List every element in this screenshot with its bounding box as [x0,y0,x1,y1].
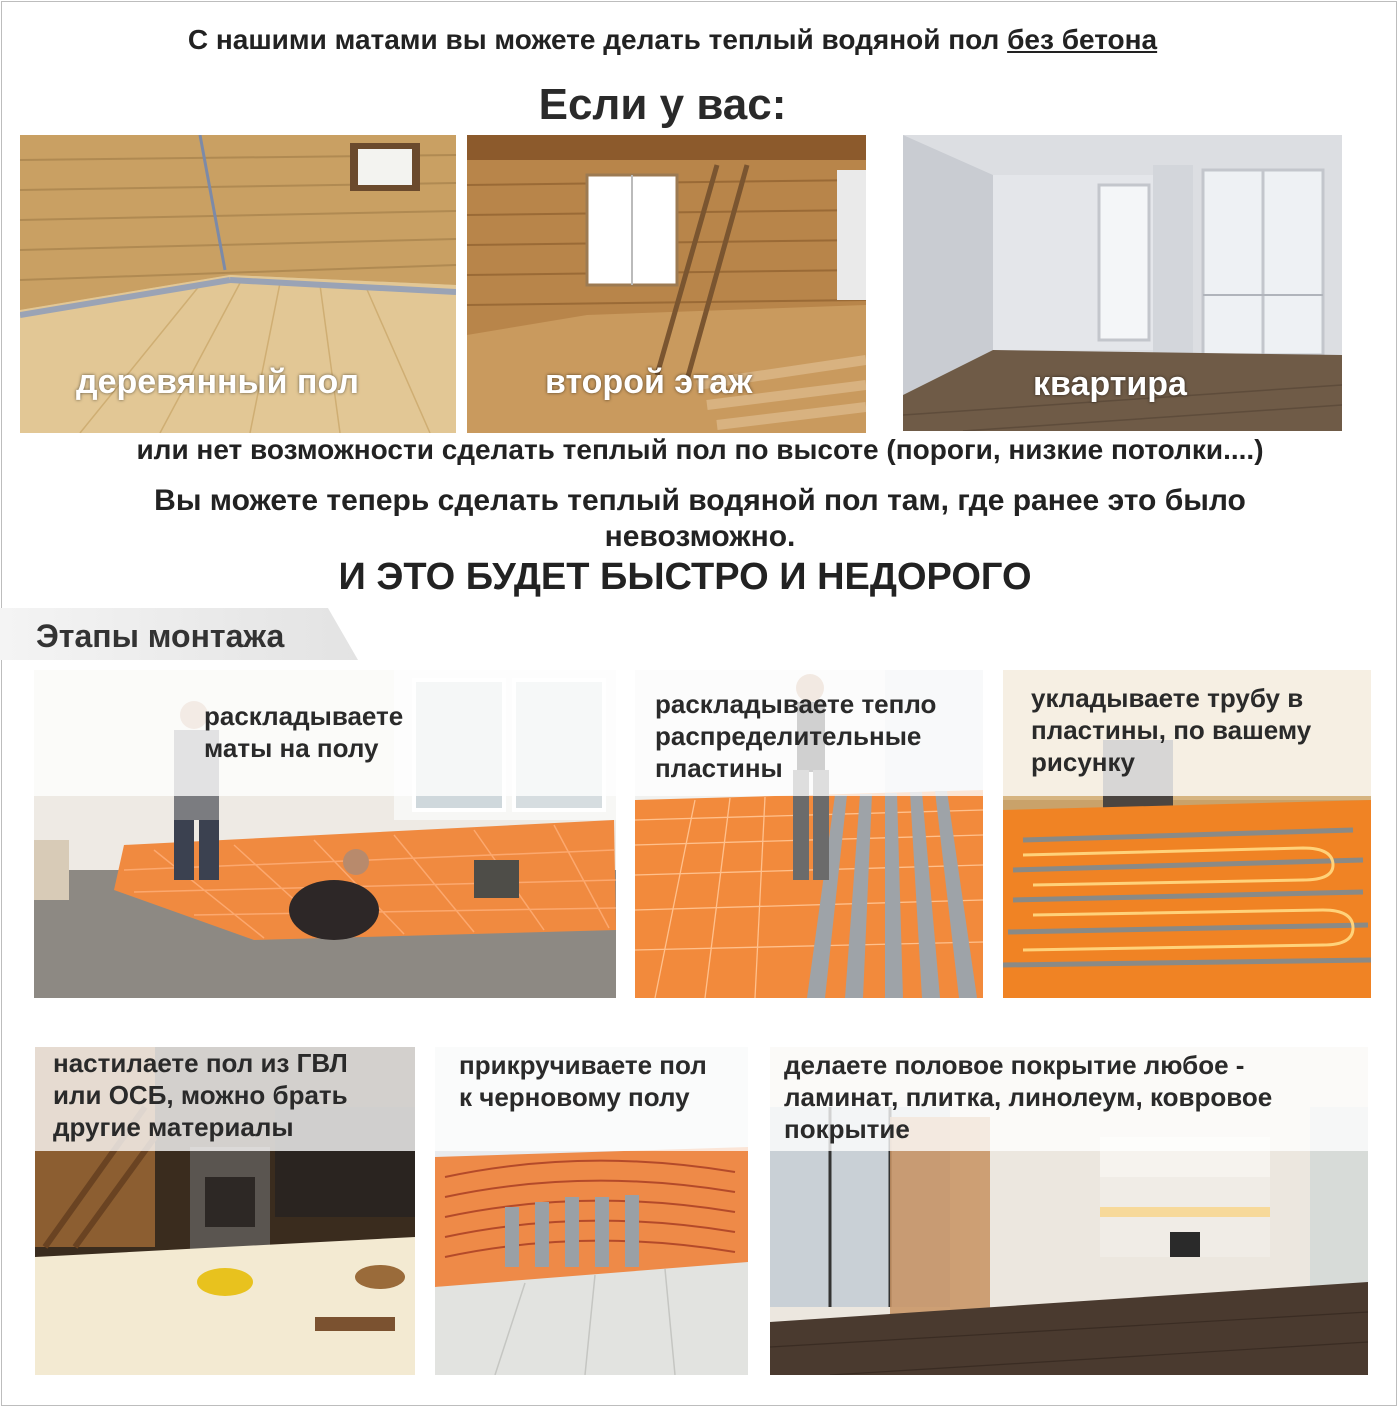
now-possible-text-line1: Вы можете теперь сделать теплый водяной пол там, где ранее это было [154,484,1246,517]
step-caption: раскладываете тепло распределительные пластины [655,689,937,783]
case-photo-second-floor [467,135,866,433]
step-caption: укладываете трубу в пластины, по вашему рисунку [1031,683,1312,777]
now-possible-text-line2: невозможно. [604,520,796,553]
if-you-have-heading: Если у вас: [538,80,787,129]
headline [0,24,1345,56]
case-label: квартира [1033,365,1187,403]
stages-section-tab [0,608,358,660]
step-photo-1 [34,670,616,998]
step-caption: делаете половое покрытие любое - ламинат, плитка, линолеум, ковровое покрытие [784,1050,1273,1144]
height-limitation-text: или нет возможности сделать теплый пол по высоте (пороги, низкие потолки....) [136,434,1264,465]
headline-text: С нашими матами вы можете делать теплый водяной пол [187,24,1008,55]
step-caption: раскладываете маты на полу [204,701,404,763]
step-photo-3 [1003,670,1371,998]
fast-cheap-slogan: И ЭТО БУДЕТ БЫСТРО И НЕДОРОГО [338,556,1032,598]
step-photo-2 [635,670,983,998]
case-label: второй этаж [545,363,753,401]
step-photo-5 [435,1047,748,1375]
case-label: деревянный пол [76,363,359,401]
headline-underlined: без бетона [1007,24,1158,55]
case-photo-wooden-floor [20,135,456,433]
case-photo-apartment [903,135,1342,431]
step-caption: прикручиваете пол к черновому полу [459,1050,707,1112]
step-photo-6 [770,1047,1368,1375]
step-photo-4 [35,1047,415,1375]
stages-title: Этапы монтажа [36,618,285,654]
step-caption: настилаете пол из ГВЛ или ОСБ, можно брать другие материалы [53,1048,348,1142]
